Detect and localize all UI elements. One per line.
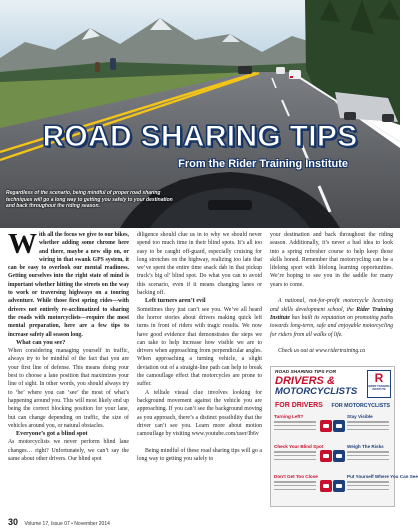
bio-organization: Rider Training Institute [270, 306, 393, 321]
body-paragraph: When considering managing yourself in traffic, always try to be mindful of the fact that you are your first line of defense. This means doing your best to choose a lane position that maximizes your line of sight. In other words, you should always try to ‘be’ where you can ‘see’ the most of what’s happening around you. This will most likely end up being the correct blocking position for your lane, but can change depending on traffic, the size of vehicles around you, or natural obstacles. [8, 348, 129, 429]
tip-item [274, 443, 332, 473]
eye-icon [333, 480, 345, 492]
drivers-heading: FOR DRIVERS [275, 402, 323, 409]
drivers-tips [274, 413, 332, 505]
tip-text-lines [274, 451, 316, 463]
scale-icon [333, 450, 345, 462]
tip-title: Turning Left? [274, 414, 304, 419]
tip-title: Don’t Get Too Close [274, 474, 318, 479]
tips-grid [271, 413, 418, 505]
motorcyclists-tips [333, 413, 418, 505]
section-heading-left-turners: Left turners aren’t evil [145, 297, 206, 305]
body-paragraph: Being mindful of these road sharing tips will go a long way to getting you safely to [137, 447, 262, 463]
card-header [271, 367, 394, 400]
body-paragraph: As motorcyclists we never perform blind lane changes… right? Unfortunately, we can’t say the same about other drivers. Our blind spot [8, 439, 129, 463]
intro-paragraph [8, 228, 129, 339]
tip-item [333, 473, 418, 503]
section-heading-blind-spot: Everyone’s got a blind spot [16, 430, 88, 438]
article-column-2 [137, 231, 262, 507]
article-title: ROAD SHARING TIPS [42, 120, 358, 153]
page-number: 30 [8, 517, 19, 527]
tip-text-lines [347, 451, 389, 463]
card-kicker: ROAD SHARING TIPS FOR [275, 370, 337, 375]
body-paragraph: your destination and back throughout the riding season. Additionally, it’s never a bad idea to look into a spring refresher course to help keep those skills honed. Remember that motorcycling can be a lifelong sport with lifelong learning opportunities. We’re hoping to see you in the saddle for many years to come. [270, 232, 393, 288]
body-paragraph: Sometimes they just can’t see you. We’ve all heard the horror stories about drivers making quick left turns in front of riders with tragic results. We now have good evidence that demonstrates the steps we can take to help increase how visible we are to drivers when approaching from perpendicular angles. When approaching a turning vehicle, a slight deviation out of a straight-line path can help to break the camouflage effect that motorcycles are prone to suffer. [137, 306, 262, 388]
bio-text: has built its reputation on promoting paths towards long-term, safe and enjoyable motorcycling for riders from all walks of life. [270, 314, 393, 338]
body-paragraph: diligence should clue us in to why we should never spend too much time in their blind spots. It’s all too easy to be caught off-guard, especially cruising for long stretches on the highway, realizing too late that we’ve spent the entire time snack dab in that pickup truck’s big ol’ blind spot. Do what you can to avoid this scenario, even if it means changing lanes or backing off. [137, 232, 262, 297]
tip-text-lines [347, 421, 389, 433]
mirror-icon [320, 450, 332, 462]
motorcyclists-heading: FOR MOTORCYCLISTS [331, 403, 390, 409]
page-footer [8, 512, 110, 527]
tip-item [274, 413, 332, 443]
helmet-icon [333, 420, 345, 432]
article-subtitle: From the Rider Training Institute [178, 158, 348, 170]
road-sharing-tips-card [270, 366, 418, 507]
section-heading-what-can-you-see: What can you see? [16, 338, 66, 346]
hero-photo [0, 0, 400, 228]
tip-title: Check Your Blind Spot [274, 444, 324, 449]
intro-text: ith all the focus we give to our bikes, whether adding some chrome here and there, maybe a new slip on, or wiring in that swank GPS system, it can be easy to overlook our mental readiness. Getting ourselves into the right state of mind is important whether hitting the streets on the way to work or traversing highways on a touring adventure. While those first spring rides—with drivers not entirely re-acclimatized to sharing the roads with motorcyclists—require the most mental preparation, here are a few tips to increase safety all season long. [8, 232, 129, 338]
tip-item [333, 413, 391, 443]
tip-item [274, 473, 332, 503]
issue-info: Volume 17, Issue 07 • November 2014 [24, 521, 110, 527]
photo-caption: Regardless of the scenario, being mindful of proper road sharing techniques will go a long way to getting you safely to your destination and back throughout the riding season. [6, 190, 173, 209]
logo-mark: R [374, 371, 384, 385]
article-column-1 [8, 228, 129, 507]
car-icon [320, 420, 332, 432]
drop-cap: W [8, 228, 37, 260]
card-title-line-2: MOTORCYCLISTS [275, 386, 358, 397]
bio-text: A national, not-for-profit motorcycle licensing and skills development school, the [270, 298, 393, 313]
rider-training-institute-logo [367, 370, 391, 398]
tip-title: Weigh The Risks [347, 444, 384, 449]
card-column-headings [271, 401, 394, 412]
tip-title: Put Yourself Where You Can See [347, 474, 418, 479]
distance-icon [320, 480, 332, 492]
tip-item [333, 443, 391, 473]
tip-text-lines [347, 481, 389, 493]
tip-text-lines [274, 421, 316, 433]
card-title-line-1: DRIVERS & [275, 375, 335, 387]
logo-text: RIDER TRAINING INSTITUTE [368, 385, 390, 391]
tip-title: Stay Visible [347, 414, 373, 419]
bio-website: Check us out at www.ridertraining.ca [278, 348, 366, 355]
author-bio [270, 297, 393, 338]
body-paragraph: A telltale visual clue involves looking for background movement against the vehicle you are approaching. If you can’t see the background moving as you approach, there’s a distinct possibility that the driver can’t see you. Learn more about motion camouflage by visiting www.youtube.com/user/Ib6v [137, 389, 262, 438]
tip-text-lines [274, 481, 316, 493]
